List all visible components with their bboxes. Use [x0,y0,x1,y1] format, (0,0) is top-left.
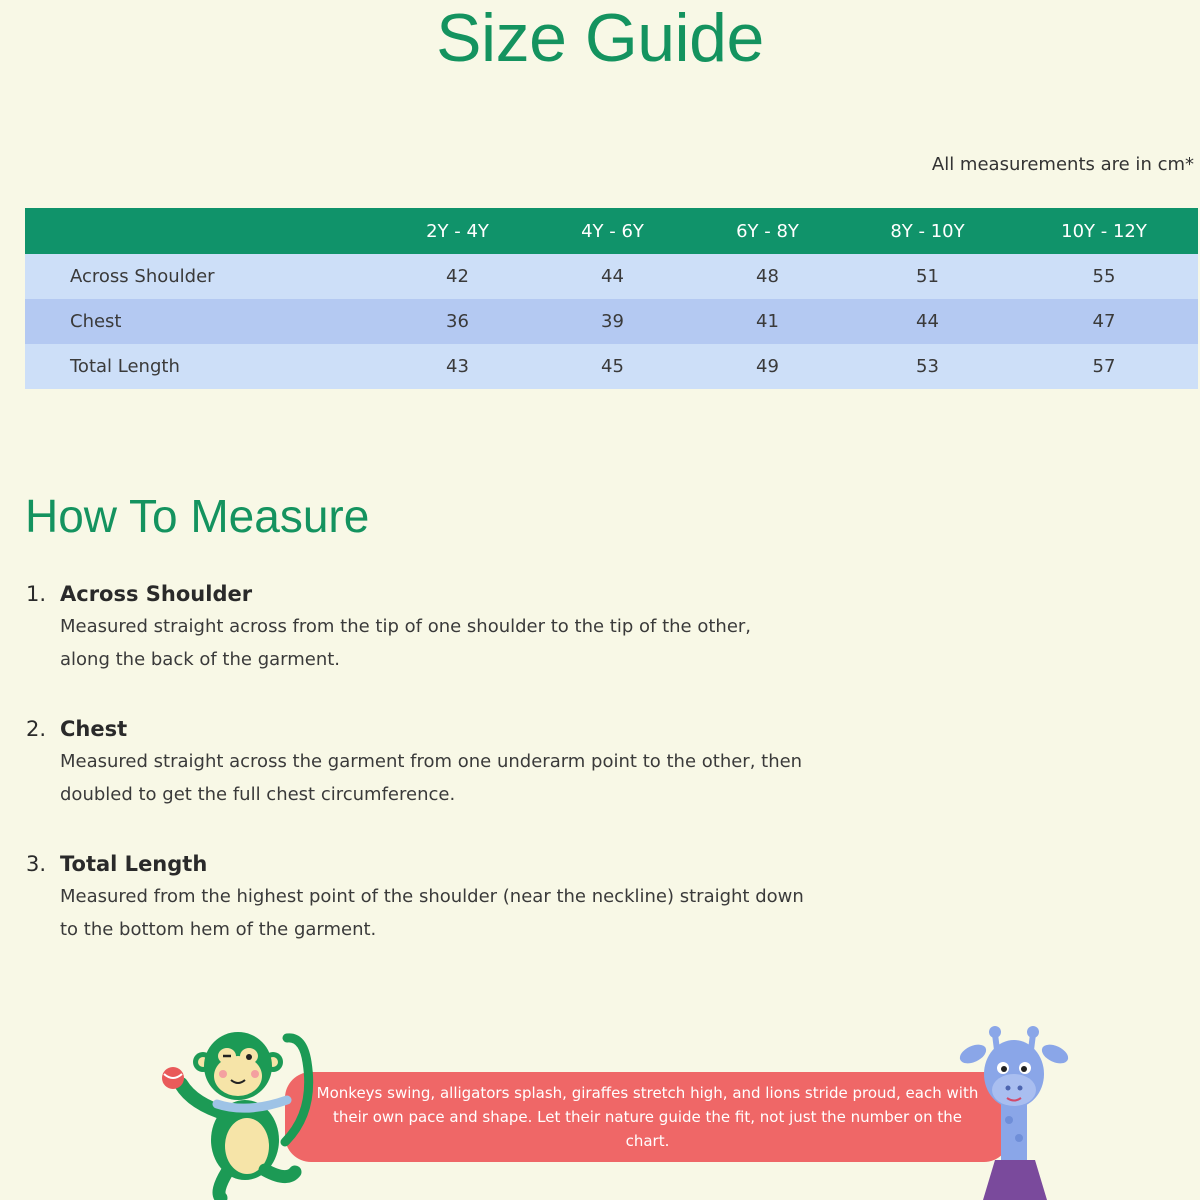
how-to-measure-heading: How To Measure [25,490,370,542]
table-cell: 39 [535,299,690,344]
table-cell: 44 [535,254,690,299]
header-cell-size: 4Y - 6Y [535,208,690,254]
giraffe-illustration [955,1020,1075,1200]
table-cell: 44 [845,299,1010,344]
step-description: Measured straight across from the tip of one shoulder to the tip of the other, along the back of the garment. [60,616,752,670]
header-cell-size: 2Y - 4Y [380,208,535,254]
row-label: Chest [25,299,380,344]
table-cell: 55 [1010,254,1198,299]
table-cell: 42 [380,254,535,299]
header-cell-label [25,208,380,254]
header-cell-size: 10Y - 12Y [1010,208,1198,254]
list-item [26,848,806,946]
step-title: Chest [60,717,128,741]
step-header [26,713,806,745]
fit-message-banner [285,1072,1010,1162]
table-cell: 47 [1010,299,1198,344]
step-title: Across Shoulder [60,582,253,606]
step-header [26,578,806,610]
measure-steps-list [26,578,806,983]
table-cell: 49 [690,344,845,389]
row-label: Across Shoulder [25,254,380,299]
banner-text: Monkeys swing, alligators splash, giraffes stretch high, and lions stride proud, each with their own pace and shape. Let their nature guide the fit, not just the number on the chart. [316,1084,979,1150]
table-row [25,344,1198,389]
size-table-header-row [25,208,1198,254]
list-item [26,578,806,676]
step-number: 2. [26,717,47,741]
table-cell: 53 [845,344,1010,389]
header-cell-size: 8Y - 10Y [845,208,1010,254]
table-cell: 57 [1010,344,1198,389]
step-number: 3. [26,852,47,876]
size-table [25,208,1198,389]
table-cell: 51 [845,254,1010,299]
step-header [26,848,806,880]
step-description: Measured straight across the garment from one underarm point to the other, then doubled to get the full chest circumference. [60,751,803,805]
monkey-illustration [155,1022,325,1200]
table-row [25,254,1198,299]
table-cell: 48 [690,254,845,299]
units-note: All measurements are in cm* [931,154,1194,175]
step-title: Total Length [60,852,208,876]
table-cell: 36 [380,299,535,344]
row-label: Total Length [25,344,380,389]
table-row [25,299,1198,344]
table-cell: 45 [535,344,690,389]
step-number: 1. [26,582,47,606]
page-title: Size Guide [436,0,764,76]
list-item [26,713,806,811]
table-cell: 41 [690,299,845,344]
header-cell-size: 6Y - 8Y [690,208,845,254]
step-description: Measured from the highest point of the shoulder (near the neckline) straight down to the bottom hem of the garment. [60,886,804,940]
table-cell: 43 [380,344,535,389]
